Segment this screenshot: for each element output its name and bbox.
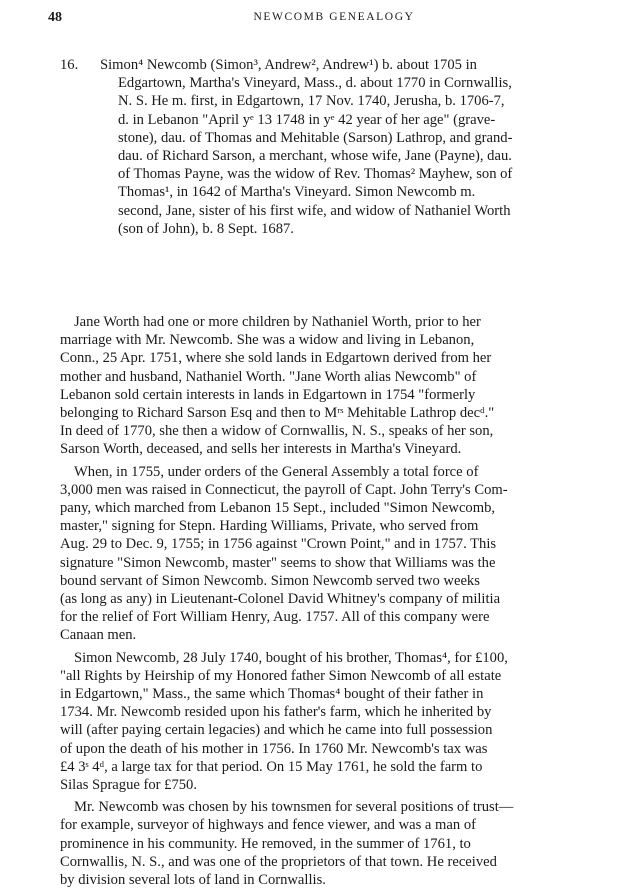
running-title: NEWCOMB GENEALOGY (253, 11, 415, 23)
text-line: will (after paying certain legacies) and which he came into full possession (60, 722, 493, 739)
text-line: prominence in his community. He removed, in the summer of 1761, to (60, 835, 471, 852)
text-line: bound servant of Simon Newcomb. Simon Newcomb served two weeks (60, 572, 480, 589)
body-text (60, 313, 622, 893)
paragraph-jane-worth (60, 313, 622, 459)
text-line: pany, which marched from Lebanon 15 Sept., included "Simon Newcomb, (60, 500, 496, 517)
entry-line: Thomas¹, in 1642 of Martha's Vineyard. Simon Newcomb m. (118, 184, 476, 201)
text-line: master," signing for Stepn. Harding Williams, Private, who served from (60, 518, 479, 535)
entry-line: second, Jane, sister of his first wife, and widow of Nathaniel Worth (118, 202, 511, 219)
text-line: signature "Simon Newcomb, master" seems to show that Williams was the (60, 554, 496, 571)
text-line: When, in 1755, under orders of the General Assembly a total force of (74, 463, 479, 480)
entry-line: (son of John), b. 8 Sept. 1687. (118, 220, 294, 237)
text-line: "all Rights by Heirship of my Honored father Simon Newcomb of all estate (60, 667, 502, 684)
entry-line: Simon⁴ Newcomb (Simon³, Andrew², Andrew¹) b. about 1705 in (100, 57, 477, 73)
text-line: Mr. Newcomb was chosen by his townsmen for several positions of trust— (74, 799, 514, 816)
text-line: 3,000 men was raised in Connecticut, the payroll of Capt. John Terry's Com- (60, 481, 508, 498)
text-line: 1734. Mr. Newcomb resided upon his father's farm, which he inherited by (60, 704, 492, 721)
text-line: Simon Newcomb, 28 July 1740, bought of his brother, Thomas⁴, for £100, (74, 649, 508, 666)
page-header (48, 10, 620, 32)
text-line: by division several lots of land in Cornwallis. (60, 872, 326, 889)
text-line: Jane Worth had one or more children by Nathaniel Worth, prior to her (74, 314, 481, 330)
text-line: mother and husband, Nathaniel Worth. "Jane Worth alias Newcomb" of (60, 368, 477, 385)
text-line: In deed of 1770, she then a widow of Cornwallis, N. S., speaks of her son, (60, 423, 494, 440)
text-line: Conn., 25 Apr. 1751, where she sold lands in Edgartown derived from her (60, 350, 492, 367)
genealogy-entry (60, 56, 612, 238)
entry-line: of Thomas Payne, was the widow of Rev. Thomas² Mayhew, son of (118, 166, 513, 183)
text-line: Cornwallis, N. S., and was one of the proprietors of that town. He received (60, 853, 497, 870)
text-line: for example, surveyor of highways and fence viewer, and was a man of (60, 817, 476, 834)
entry-line: dau. of Richard Sarson, a merchant, whose wife, Jane (Payne), dau. (118, 148, 512, 165)
text-line: Lebanon sold certain interests in lands in Edgartown in 1754 "formerly (60, 386, 476, 403)
text-line: in Edgartown," Mass., the same which Thomas⁴ bought of their father in (60, 686, 484, 703)
text-line: of upon the death of his mother in 1756. In 1760 Mr. Newcomb's tax was (60, 740, 488, 757)
entry-line: Edgartown, Martha's Vineyard, Mass., d. about 1770 in Cornwallis, (118, 75, 512, 92)
entry-number: 16. (60, 57, 79, 73)
text-line: £4 3ˢ 4ᵈ, a large tax for that period. On 15 May 1761, he sold the farm to (60, 758, 483, 775)
entry-line: d. in Lebanon "April yᵉ 13 1748 in yᵉ 42 year of her age" (grave- (118, 111, 496, 128)
text-line: belonging to Richard Sarson Esq and then to Mʳˢ Mehitable Lathrop decᵈ." (60, 405, 495, 422)
paragraph-military-service (60, 463, 622, 645)
paragraph-community-role (60, 798, 622, 889)
text-line: marriage with Mr. Newcomb. She was a widow and living in Lebanon, (60, 332, 475, 349)
text-line: Canaan men. (60, 627, 137, 644)
entry-line: stone), dau. of Thomas and Mehitable (Sarson) Lathrop, and grand- (118, 129, 513, 146)
text-line: Sarson Worth, deceased, and sells her interests in Martha's Vineyard. (60, 441, 462, 458)
text-line: (as long as any) in Lieutenant-Colonel David Whitney's company of militia (60, 591, 501, 608)
text-line: for the relief of Fort William Henry, Aug. 1757. All of this company were (60, 609, 490, 626)
text-line: Aug. 29 to Dec. 9, 1755; in 1756 against "Crown Point," and in 1757. This (60, 536, 497, 553)
page-number: 48 (48, 10, 62, 25)
text-line: Silas Sprague for £750. (60, 777, 198, 794)
entry-line: N. S. He m. first, in Edgartown, 17 Nov. 1740, Jerusha, b. 1706-7, (118, 93, 505, 110)
paragraph-farm-purchase (60, 649, 622, 795)
